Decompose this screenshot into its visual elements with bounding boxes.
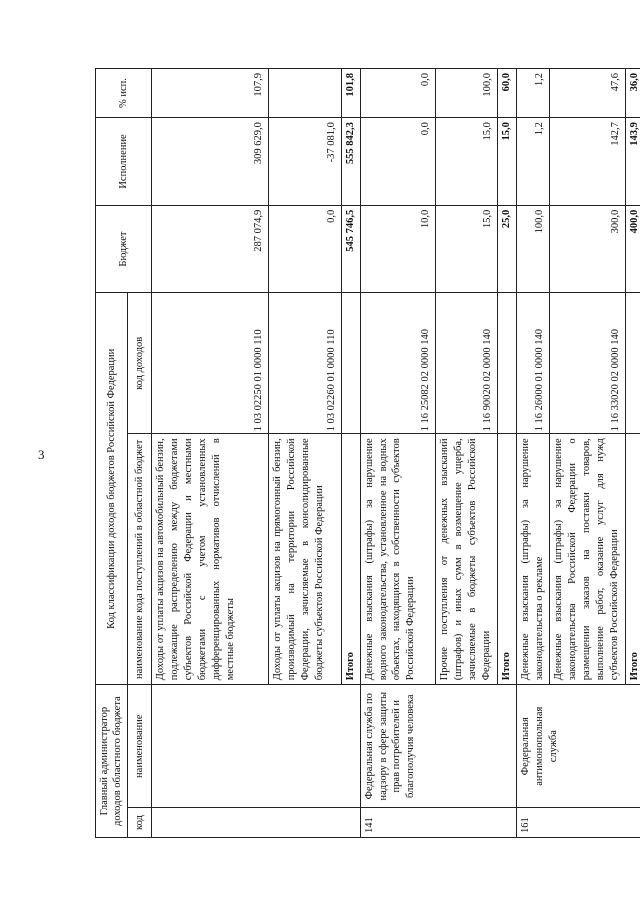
income-code: 1 16 25082 02 0000 140: [360, 293, 435, 434]
execution-value: 309 629,0: [152, 118, 269, 206]
budget-value: 300,0: [550, 205, 626, 293]
income-description: Доходы от уплаты акцизов на прямогонный бензин, производимый на территории Российской Федерации, зачисляемые в консолидированные бюджеты субъектов Российской Федерации: [269, 434, 341, 685]
percent-value: 107,9: [152, 69, 269, 118]
admin-code: 161: [516, 808, 640, 838]
header-classif-group: Код классификации доходов бюджетов Российской Федерации: [96, 293, 128, 685]
budget-value: 100,0: [516, 205, 549, 293]
income-code: 1 16 90020 02 0000 140: [436, 293, 498, 434]
budget-value: 287 074,9: [152, 205, 269, 293]
header-admin-name: наименование: [127, 685, 151, 808]
header-classif-name: наименование кода поступлений в областной бюджет: [127, 434, 151, 685]
income-description: Денежные взыскания (штрафы) за нарушение законодательства о рекламе: [516, 434, 549, 685]
percent-value: 0,0: [360, 69, 435, 118]
table-row: [516, 69, 549, 838]
page-number: 3: [38, 447, 45, 462]
budget-total: 25,0: [497, 205, 516, 293]
budget-total: 545 746,5: [341, 205, 360, 293]
budget-value: 10,0: [360, 205, 435, 293]
percent-value: 1,2: [516, 69, 549, 118]
budget-total: 400,0: [625, 205, 640, 293]
revenue-table: [95, 68, 640, 838]
income-description: Денежные взыскания (штрафы) за нарушение законодательства Российской Федерации о размещении заказов на поставки товаров, выполнение работ, оказание услуг для нужд субъектов Российской Федерации: [550, 434, 626, 685]
admin-code: 141: [360, 808, 516, 838]
execution-total: 15,0: [497, 118, 516, 206]
header-classif-code: код доходов: [127, 293, 151, 434]
budget-value: 0,0: [269, 205, 341, 293]
execution-value: 0,0: [360, 118, 435, 206]
total-label: Итого: [341, 434, 360, 685]
total-label: Итого: [625, 434, 640, 685]
admin-name: Федеральная служба по надзору в сфере защиты прав потребителей и благополучия человека: [360, 685, 516, 808]
execution-value: 1,2: [516, 118, 549, 206]
income-code: 1 03 02260 01 0000 110: [269, 293, 341, 434]
income-code: 1 16 33020 02 0000 140: [550, 293, 626, 434]
percent-total: 101,8: [341, 69, 360, 118]
execution-value: 15,0: [436, 118, 498, 206]
execution-total: 143,9: [625, 118, 640, 206]
percent-value: 47,6: [550, 69, 626, 118]
percent-value: 100,0: [436, 69, 498, 118]
header-percent: % исп.: [96, 69, 152, 118]
percent-total: 36,0: [625, 69, 640, 118]
rotated-table-container: [95, 73, 640, 838]
table-row: [152, 69, 269, 838]
total-label: Итого: [497, 434, 516, 685]
income-description: Прочие поступления от денежных взысканий (штрафов) и иных сумм в возмещение ущерба, зачисляемые в бюджеты субъектов Российской Федерации: [436, 434, 498, 685]
table-row: [360, 69, 435, 838]
execution-total: 555 842,3: [341, 118, 360, 206]
income-code: 1 16 26000 01 0000 140: [516, 293, 549, 434]
execution-value: 142,7: [550, 118, 626, 206]
header-budget: Бюджет: [96, 205, 152, 293]
income-description: Доходы от уплаты акцизов на автомобильный бензин, подлежащие распределению между бюджетами субъектов Российской Федерации и местными бюджетами с учетом установленных дифференцированных нормативов отчислений в местные бюджеты: [152, 434, 269, 685]
budget-value: 15,0: [436, 205, 498, 293]
admin-name: Федеральная антимонопольная служба: [516, 685, 640, 808]
percent-total: 60,0: [497, 69, 516, 118]
header-admin-group: Главный администратор доходов областного бюджета: [96, 685, 128, 838]
header-execution: Исполнение: [96, 118, 152, 206]
income-description: Денежные взыскания (штрафы) за нарушение водного законодательства, установленное на водных объектах, находящихся в собственности субъектов Российской Федерации: [360, 434, 435, 685]
header-admin-code: код: [127, 808, 151, 838]
percent-value: [269, 69, 341, 118]
income-code: 1 03 02250 01 0000 110: [152, 293, 269, 434]
execution-value: -37 081,0: [269, 118, 341, 206]
